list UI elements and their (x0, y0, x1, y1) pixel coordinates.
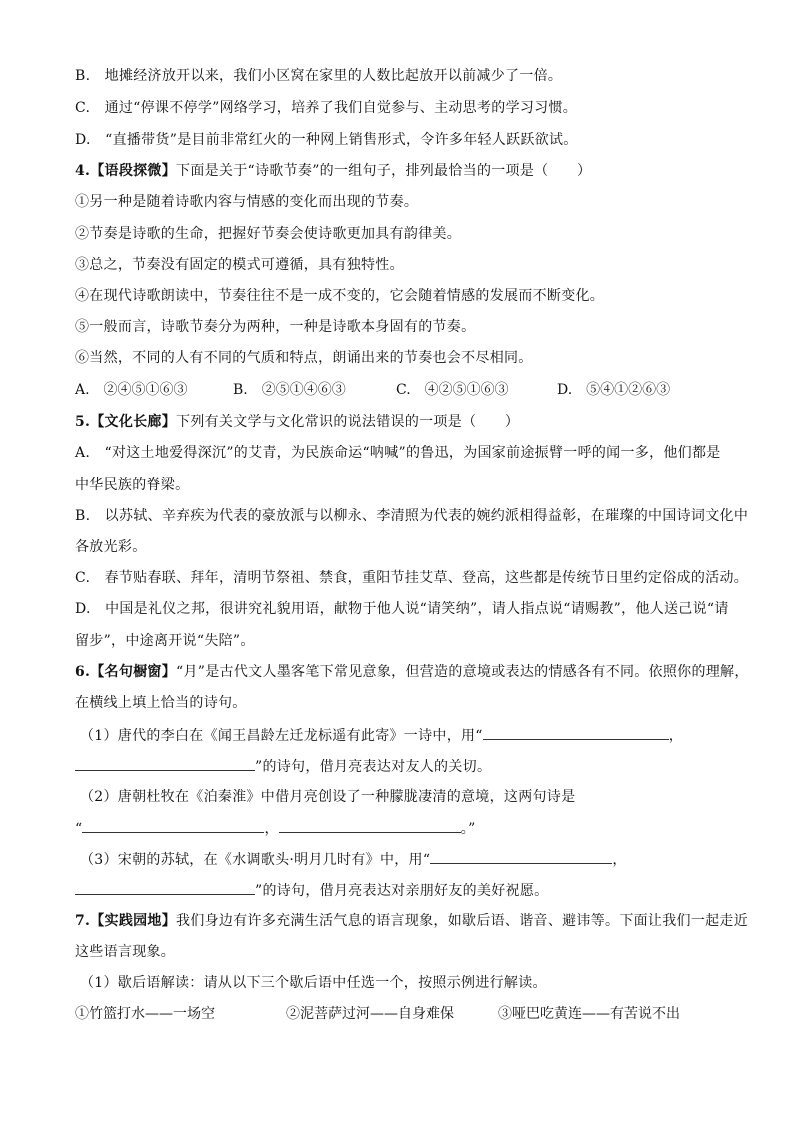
q6-stem-text: “月”是古代文人墨客笔下常见意象，但营造的意境或表达的情感各有不同。依照你的理解， (176, 664, 749, 680)
q7-part1: （1）歇后语解读：请从以下三个歇后语中任选一个，按照示例进行解读。 (80, 975, 547, 991)
q6-part3-blank2[interactable] (75, 880, 255, 895)
q6-part2-end: 。” (460, 821, 476, 837)
q7-stem (75, 911, 748, 931)
q6-part3-line1 (80, 849, 627, 870)
q7-example-3: ③哑巴吃黄连——有苦说不出 (498, 1006, 680, 1022)
q7-example-1: ①竹篮打水——一场空 (75, 1006, 215, 1022)
q5-stem-text: 下列有关文学与文化常识的说法错误的一项是（ ） (176, 414, 520, 430)
q5-option-d-line2: 留步”，中途离开说“失陪”。 (75, 633, 255, 649)
q4-sentence-6: ⑥当然，不同的人有不同的气质和特点，朗诵出来的节奏也会不尽相同。 (75, 350, 533, 366)
q4-sentence-3: ③总之，节奏没有固定的模式可遵循，具有独特性。 (75, 257, 404, 273)
q5-option-b-line1: B. 以苏轼、辛弃疾为代表的豪放派与以柳永、李清照为代表的婉约派相得益彰，在璀璨的中国诗词文化中 (75, 508, 749, 524)
q4-stem-text: 下面是关于“诗歌节奏”的一组句子，排列最恰当的一项是（ ） (176, 163, 592, 179)
q5-option-c: C. 春节贴春联、拜年，清明节祭祖、禁食，重阳节挂艾草、登高，这些都是传统节日里约定俗成的活动。 (75, 570, 749, 586)
q4-sentence-2: ②节奏是诗歌的生命，把握好节奏会使诗歌更加具有韵律美。 (75, 226, 462, 242)
q6-number: 6. (75, 664, 91, 680)
q5-option-b-line2: 各放光彩。 (75, 539, 147, 555)
q6-part1-line1 (80, 725, 683, 746)
q5-option-a-line2: 中华民族的脊梁。 (75, 477, 190, 493)
q4-sentence-1: ①另一种是随着诗歌内容与情感的变化而出现的节奏。 (75, 194, 419, 210)
q5-option-a-line1: A. “对这土地爱得深沉”的艾青，为民族命运“呐喊”的鲁迅，为国家前途振臂一呼的闻一多，他们都是 (75, 445, 721, 461)
q5-option-d-line1: D. 中国是礼仪之邦，很讲究礼貌用语，献物于他人说“请笑纳”，请人指点说“请赐教”，他人送己说“请 (75, 601, 729, 617)
q6-part3-intro: （3）宋朝的苏轼，在《水调歌头·明月几时有》中，用“ (80, 852, 431, 868)
q4-option-a: A. ②④⑤①⑥③ (75, 382, 188, 398)
q5-tag: 【文化长廊】 (90, 414, 177, 430)
q6-part2-open-quote: “ (75, 821, 83, 837)
q7-number: 7. (75, 913, 91, 929)
q7-stem-line2: 这些语言现象。 (75, 944, 176, 960)
q6-part1-line2 (75, 756, 491, 777)
q4-option-d: D. ⑤④①②⑥③ (557, 382, 671, 398)
q6-part2-comma: ， (264, 821, 279, 837)
q4-sentence-4: ④在现代诗歌朗读中，节奏往往不是一成不变的，它会随着情感的发展而不断变化。 (75, 288, 605, 304)
q4-sentence-5: ⑤一般而言，诗歌节奏分为两种，一种是诗歌本身固有的节奏。 (75, 319, 476, 335)
q3-option-c: C. 通过“停课不停学”网络学习，培养了我们自觉参与、主动思考的学习习惯。 (75, 100, 578, 116)
q7-tag: 【实践园地】 (90, 913, 177, 929)
q6-part2-blank2[interactable] (279, 818, 461, 833)
q6-part2-line2 (75, 818, 476, 839)
q6-part3-tail: ”的诗句，借月亮表达对亲朋好友的美好祝愿。 (255, 883, 549, 899)
q6-part1-comma: ， (668, 728, 684, 744)
q6-stem-line2: 在横线上填上恰当的诗句。 (75, 695, 247, 711)
q6-part1-blank2[interactable] (75, 756, 255, 771)
q6-part2-line1: （2）唐朝杜牧在《泊秦淮》中借月亮创设了一种朦胧凄清的意境，这两句诗是 (80, 789, 576, 805)
q5-stem (75, 412, 519, 432)
q7-stem-text: 我们身边有许多充满生活气息的语言现象，如歇后语、谐音、避讳等。下面让我们一起走近 (176, 913, 749, 929)
q6-part1-blank1[interactable] (483, 725, 669, 740)
q4-stem (75, 161, 591, 181)
q6-tag: 【名句橱窗】 (90, 664, 177, 680)
q7-example-2: ②泥菩萨过河——自身难保 (286, 1006, 454, 1022)
q4-option-b: B. ②⑤①④⑥③ (233, 382, 346, 398)
q4-number: 4. (75, 163, 91, 179)
q3-option-b: B. 地摊经济放开以来，我们小区窝在家里的人数比起放开以前减少了一倍。 (75, 68, 563, 84)
q6-part3-line2 (75, 880, 548, 901)
q6-stem (75, 662, 749, 682)
q4-option-c: C. ④②⑤①⑥③ (396, 382, 509, 398)
q6-part3-comma: ， (612, 852, 627, 868)
q3-option-d: D. “直播带货”是目前非常红火的一种网上销售形式，令许多年轻人跃跃欲试。 (75, 132, 578, 148)
q6-part1-intro: （1）唐代的李白在《闻王昌龄左迁龙标遥有此寄》一诗中，用“ (80, 728, 483, 744)
q6-part2-blank1[interactable] (82, 818, 264, 833)
q6-part1-tail: ”的诗句，借月亮表达对友人的关切。 (255, 759, 492, 775)
q5-number: 5. (75, 414, 91, 430)
q6-part3-blank1[interactable] (430, 849, 612, 864)
q4-tag: 【语段探微】 (90, 163, 177, 179)
